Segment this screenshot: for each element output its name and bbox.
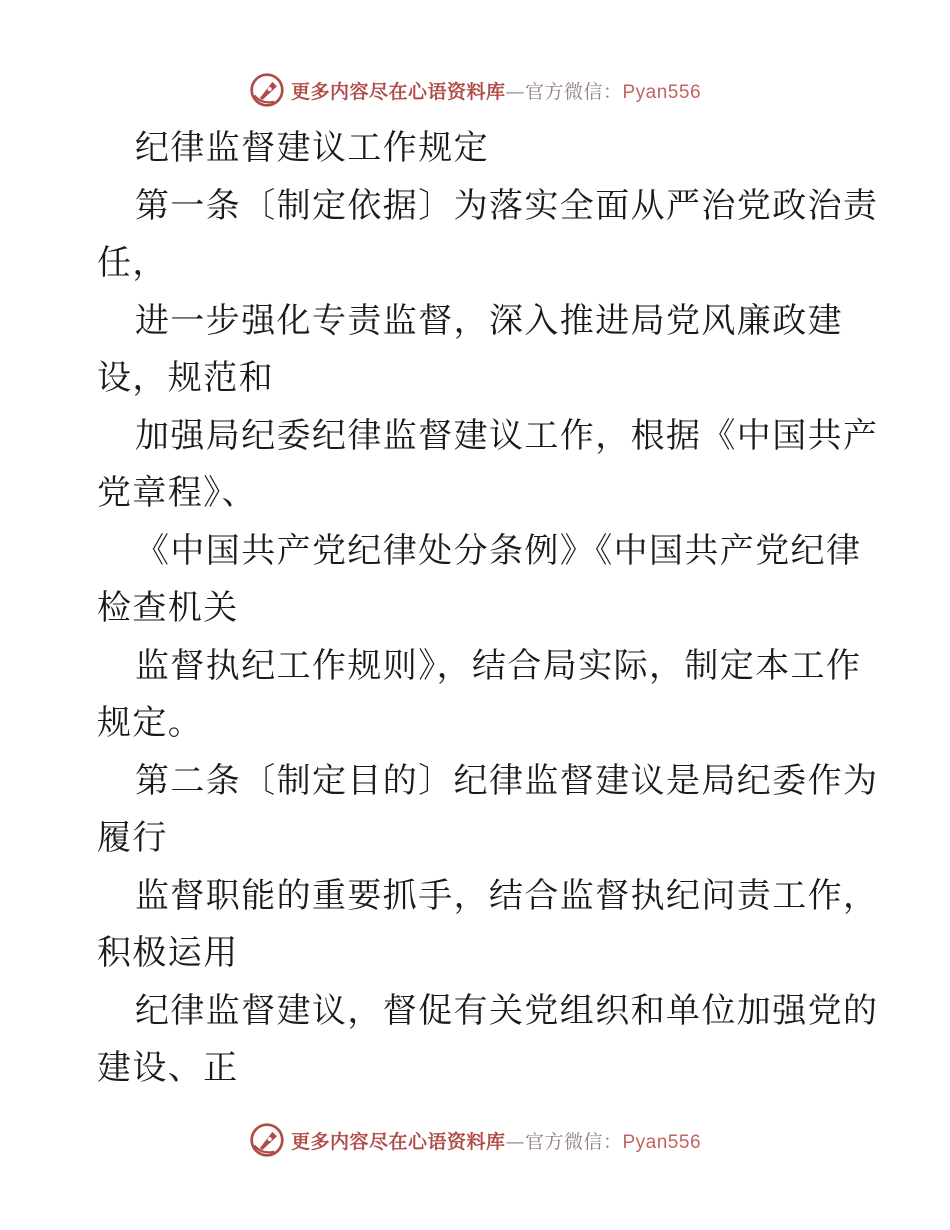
footer-banner <box>0 1118 950 1162</box>
banner-title: 更多内容尽在心语资料库 <box>290 80 506 103</box>
header-banner <box>0 68 950 112</box>
banner-separator: — <box>505 80 525 103</box>
text-line: 积极运用 <box>97 933 239 973</box>
pen-nib-logo-icon <box>249 1122 285 1158</box>
text-line: 履行 <box>97 818 168 858</box>
text-line: 加强局纪委纪律监督建议工作，根据《中国共产 <box>135 415 879 456</box>
text-line: 检查机关 <box>97 588 239 628</box>
banner-wechat-label: 官方微信： <box>524 80 623 103</box>
banner-wechat-label: 官方微信： <box>524 1130 623 1153</box>
text-line: 进一步强化专责监督，深入推进局党风廉政建 <box>135 300 843 341</box>
text-line: 《中国共产党纪律处分条例》《中国共产党纪律 <box>135 530 862 571</box>
footer-banner-text <box>291 1127 701 1154</box>
text-line: 监督执纪工作规则》，结合局实际，制定本工作 <box>135 645 862 686</box>
banner-wechat-id: Pyan556 <box>622 81 702 103</box>
text-line: 设，规范和 <box>97 358 274 398</box>
banner-title: 更多内容尽在心语资料库 <box>290 1130 506 1153</box>
text-line: 第一条〔制定依据〕为落实全面从严治党政治责 <box>135 185 879 226</box>
header-banner-text <box>291 77 701 104</box>
text-line: 纪律监督建议，督促有关党组织和单位加强党的 <box>135 990 879 1031</box>
document-title: 纪律监督建议工作规定 <box>135 128 489 168</box>
text-line: 建设、正 <box>97 1048 239 1088</box>
pen-nib-logo-icon <box>249 72 285 108</box>
text-line: 党章程》、 <box>97 473 257 513</box>
banner-wechat-id: Pyan556 <box>622 1131 702 1153</box>
text-line: 任， <box>97 243 168 283</box>
document-body <box>97 120 879 1098</box>
text-line: 第二条〔制定目的〕纪律监督建议是局纪委作为 <box>135 760 879 801</box>
banner-separator: — <box>505 1130 525 1153</box>
text-line: 规定。 <box>97 703 204 743</box>
text-line: 监督职能的重要抓手，结合监督执纪问责工作， <box>135 875 879 916</box>
